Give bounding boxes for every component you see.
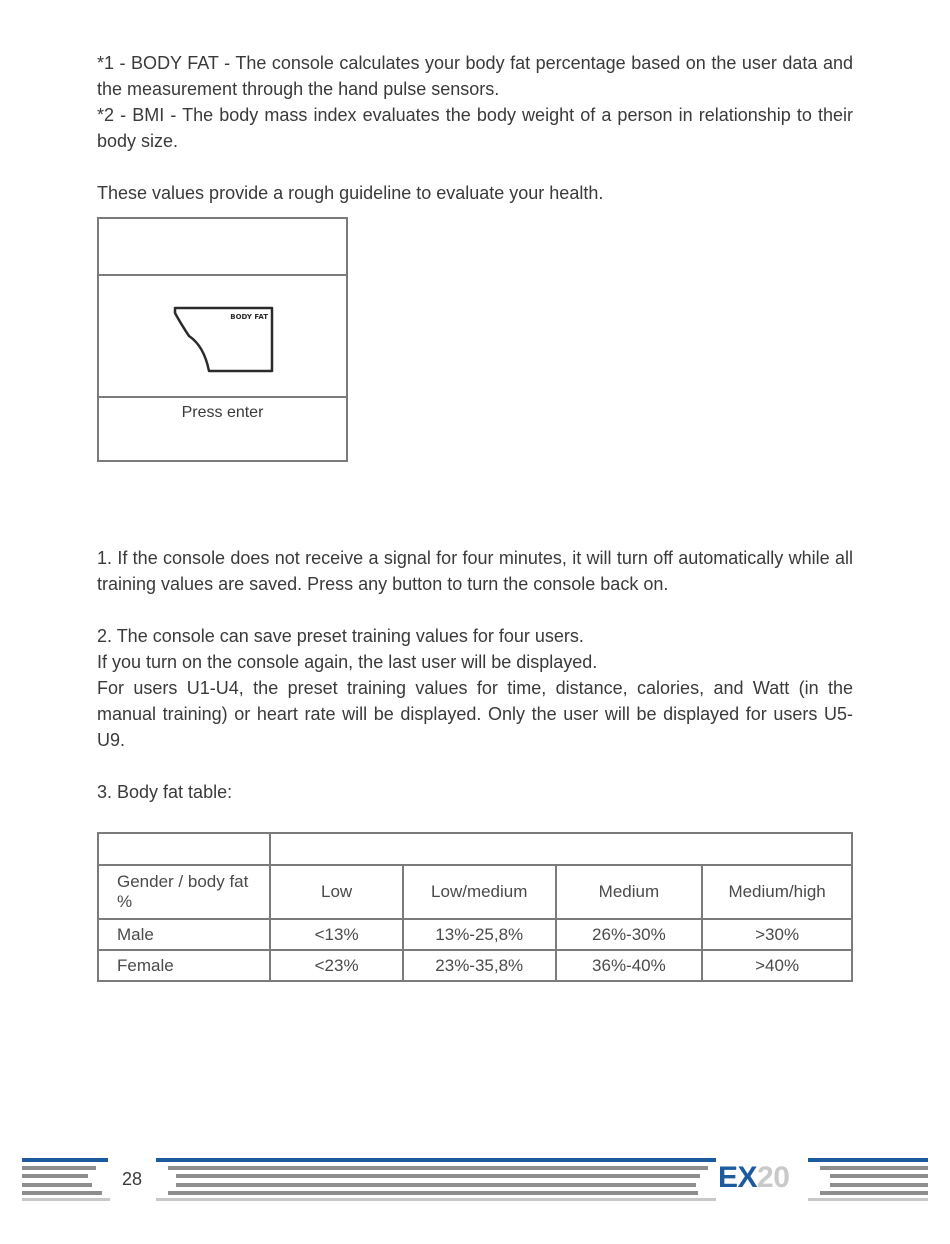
row-male-medium: 26%-30% <box>556 919 703 950</box>
row-female-medium-high: >40% <box>702 950 852 981</box>
item-1-auto-off: 1. If the console does not receive a signal for four minutes, it will turn off automatically while all training values are saved. Press any button to turn the console back on. <box>97 548 853 594</box>
console-display-figure <box>97 217 348 462</box>
header-medium-high: Medium/high <box>702 865 852 919</box>
row-male-medium-high: >30% <box>702 919 852 950</box>
row-male-low: <13% <box>270 919 403 950</box>
page-number: 28 <box>121 1169 143 1189</box>
guideline-text: These values provide a rough guideline to evaluate your health. <box>97 183 604 203</box>
table-blank-row <box>98 833 852 865</box>
bmi-note: *2 - BMI - The body mass index evaluates the body weight of a person in relationship to their body size. <box>97 105 853 151</box>
item-2-line-b: If you turn on the console again, the last user will be displayed. <box>97 652 598 672</box>
row-female-low-medium: 23%-35,8% <box>403 950 556 981</box>
brand-ex: EX <box>718 1161 758 1194</box>
row-female-low: <23% <box>270 950 403 981</box>
row-male-gender: Male <box>98 919 270 950</box>
body-fat-lcd-icon <box>173 304 277 374</box>
row-male-low-medium: 13%-25,8% <box>403 919 556 950</box>
brand-20: 20 <box>757 1161 790 1194</box>
table-blank-cell <box>98 833 270 865</box>
row-female-gender: Female <box>98 950 270 981</box>
table-blank-span-cell <box>270 833 852 865</box>
row-female-medium: 36%-40% <box>556 950 703 981</box>
press-enter-hint: Press enter <box>181 404 264 421</box>
table-row <box>98 919 852 950</box>
header-medium: Medium <box>556 865 703 919</box>
item-2-line-a: 2. The console can save preset training values for four users. <box>97 626 584 646</box>
item-2-line-c: For users U1-U4, the preset training values for time, distance, calories, and Watt (in the manual training) or heart rate will be displayed. Only the user will be displayed for users U5-U9. <box>97 678 853 750</box>
header-low-medium: Low/medium <box>403 865 556 919</box>
display-middle-row <box>99 276 346 398</box>
header-low: Low <box>270 865 403 919</box>
table-row <box>98 950 852 981</box>
item-3-heading: 3. Body fat table: <box>97 782 233 802</box>
brand-logo <box>718 1161 789 1195</box>
notes-section <box>97 50 853 154</box>
item-2-user-presets <box>97 623 853 753</box>
lcd-label: BODY FAT <box>230 313 268 321</box>
table-header-row <box>98 865 852 919</box>
body-fat-note: *1 - BODY FAT - The console calculates your body fat percentage based on the user data and the measurement through the hand pulse sensors. <box>97 53 853 99</box>
display-bottom-row <box>99 398 346 460</box>
body-fat-table <box>97 832 853 982</box>
display-top-row <box>99 219 346 276</box>
header-gender: Gender / body fat % <box>98 865 270 919</box>
